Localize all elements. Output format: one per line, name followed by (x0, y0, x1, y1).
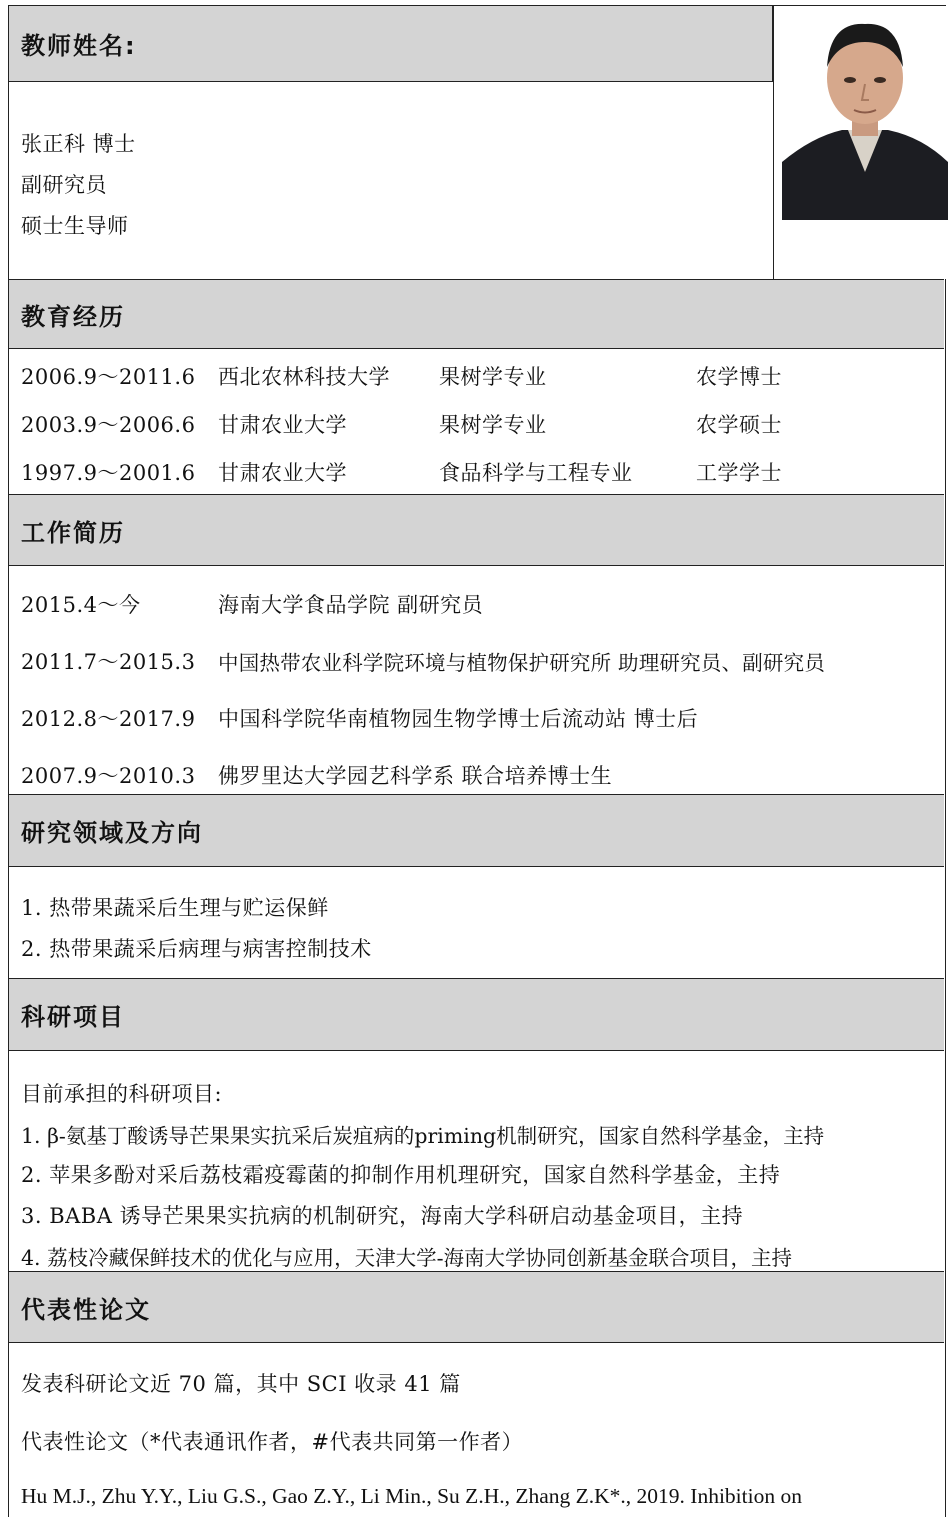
education-header-label: 教育经历 (21, 302, 125, 331)
project-item: 3. BABA 诱导芒果果实抗病的机制研究，海南大学科研启动基金项目，主持 (21, 1204, 744, 1228)
edu-degree: 工学学士 (696, 461, 782, 485)
papers-note: 代表性论文（*代表通讯作者，#代表共同第一作者） (21, 1430, 524, 1454)
work-period: 2007.9～2010.3 (21, 764, 196, 788)
edu-major: 食品科学与工程专业 (439, 461, 633, 485)
research-item: 2. 热带果蔬采后病理与病害控制技术 (21, 937, 372, 961)
paper-citation: Hu M.J., Zhu Y.Y., Liu G.S., Gao Z.Y., Li Min., Su Z.H., Zhang Z.K*., 2019. Inhibition on (21, 1484, 802, 1508)
work-desc: 海南大学食品学院 副研究员 (218, 593, 484, 617)
work-desc: 中国科学院华南植物园生物学博士后流动站 博士后 (218, 707, 699, 731)
edu-period: 2003.9～2006.6 (21, 413, 196, 437)
project-item: 1. β-氨基丁酸诱导芒果果实抗采后炭疽病的priming机制研究，国家自然科学基金，主持 (21, 1124, 825, 1148)
edu-school: 甘肃农业大学 (218, 413, 347, 437)
edu-period: 1997.9～2001.6 (21, 461, 196, 485)
education-header (9, 279, 944, 349)
photo-cell (773, 6, 946, 279)
title-line: 副研究员 (21, 173, 107, 197)
project-item: 4. 荔枝冷藏保鲜技术的优化与应用，天津大学-海南大学协同创新基金联合项目，主持 (21, 1246, 792, 1270)
projects-intro: 目前承担的科研项目: (21, 1082, 223, 1106)
edu-school: 西北农林科技大学 (218, 365, 390, 389)
name-line: 张正科 博士 (21, 132, 136, 156)
papers-summary: 发表科研论文近 70 篇，其中 SCI 收录 41 篇 (21, 1372, 461, 1396)
research-item: 1. 热带果蔬采后生理与贮运保鲜 (21, 896, 329, 920)
work-header-label: 工作简历 (21, 518, 125, 547)
papers-header (9, 1271, 944, 1343)
project-item: 2. 苹果多酚对采后荔枝霜疫霉菌的抑制作用机理研究，国家自然科学基金，主持 (21, 1163, 781, 1187)
papers-header-label: 代表性论文 (21, 1295, 151, 1324)
portrait-photo (782, 12, 948, 220)
edu-period: 2006.9～2011.6 (21, 365, 196, 389)
research-header (9, 794, 944, 867)
research-header-label: 研究领域及方向 (21, 819, 203, 847)
edu-school: 甘肃农业大学 (218, 461, 347, 485)
supervisor-line: 硕士生导师 (21, 214, 129, 238)
name-header (9, 6, 773, 82)
edu-degree: 农学硕士 (696, 413, 782, 437)
work-header (9, 494, 944, 566)
projects-header-label: 科研项目 (21, 1003, 125, 1031)
name-header-label: 教师姓名: (21, 32, 137, 60)
work-desc: 中国热带农业科学院环境与植物保护研究所 助理研究员、副研究员 (218, 651, 826, 675)
edu-major: 果树学专业 (439, 365, 547, 389)
work-period: 2015.4～今 (21, 593, 141, 617)
work-period: 2012.8～2017.9 (21, 707, 196, 731)
work-period: 2011.7～2015.3 (21, 650, 196, 674)
profile-sheet (8, 5, 946, 1517)
work-desc: 佛罗里达大学园艺科学系 联合培养博士生 (218, 764, 613, 788)
edu-degree: 农学博士 (696, 365, 782, 389)
edu-major: 果树学专业 (439, 413, 547, 437)
projects-header (9, 978, 944, 1051)
